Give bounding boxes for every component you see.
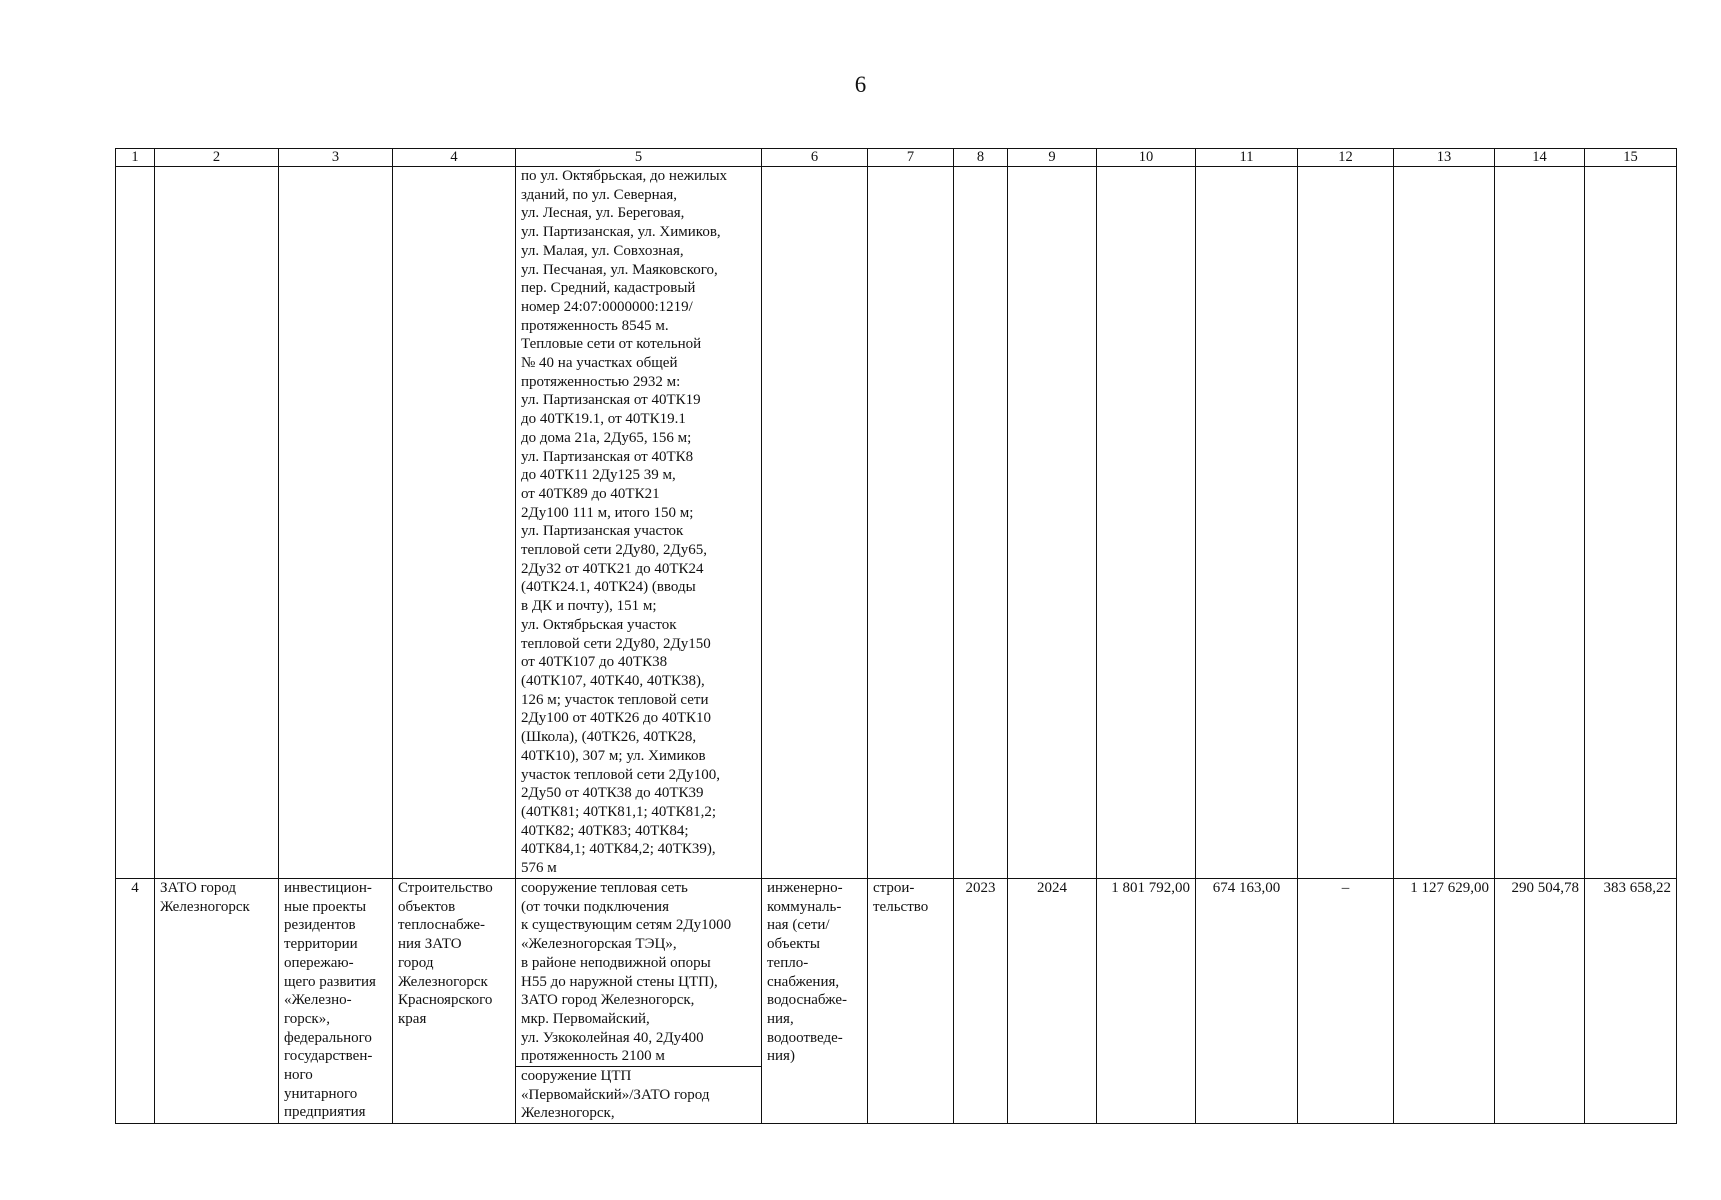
column-number-row (116, 149, 1677, 167)
column-number: 14 (1495, 149, 1585, 167)
project-name-cell: Строительство объектов теплоснабже- ния ЗАТО город Железногорск Красноярского края (393, 879, 516, 1124)
amount-cell: 383 658,22 (1585, 879, 1677, 1124)
column-number: 15 (1585, 149, 1677, 167)
infrastructure-type-cell: инженерно- коммуналь- ная (сети/ объекты тепло- снабжения, водоснабже- ния, водоотведе- ния) (762, 879, 868, 1124)
row-number-cell: 4 (116, 879, 155, 1124)
column-number: 13 (1394, 149, 1495, 167)
amount-cell: 1 127 629,00 (1394, 879, 1495, 1124)
column-number: 5 (516, 149, 762, 167)
amount-cell: 674 163,00 (1196, 879, 1298, 1124)
table-cell (1008, 167, 1097, 879)
table-cell (762, 167, 868, 879)
table-cell (393, 167, 516, 879)
column-number: 7 (868, 149, 954, 167)
object-description-a: сооружение тепловая сеть (от точки подключения к существующим сетям 2Ду1000 «Железногорская ТЭЦ», в районе неподвижной опоры Н55 до наружной стены ЦТП), ЗАТО город Железногорск, мкр. Первомайский, ул. Узкоколейная 40, 2Ду400 протяженность 2100 м (521, 880, 732, 1065)
table-cell (155, 167, 279, 879)
document-table (115, 148, 1677, 1124)
table-cell (1097, 167, 1196, 879)
table-cell (868, 167, 954, 879)
table-cell (1585, 167, 1677, 879)
table-cell (1394, 167, 1495, 879)
table-cell (1298, 167, 1394, 879)
table-row (116, 879, 1677, 1124)
column-number: 3 (279, 149, 393, 167)
column-number: 2 (155, 149, 279, 167)
municipality-cell: ЗАТО город Железногорск (155, 879, 279, 1124)
object-description-cell: по ул. Октябрьская, до нежилых зданий, по ул. Северная, ул. Лесная, ул. Береговая, ул. Партизанская, ул. Химиков, ул. Малая, ул. Совхозная, ул. Песчаная, ул. Маяковского, пер. Средний, кадастровый номер 24:07:0000000:1219/ протяженность 8545 м. Тепловые сети от котельной № 40 на участках общей протяженностью 2932 м: ул. Партизанская от 40ТК19 до 40ТК19.1, от 40ТК19.1 до дома 21а, 2Ду65, 156 м; ул. Партизанская от 40ТК8 до 40ТК11 2Ду125 39 м, от 40ТК89 до 40ТК21 2Ду100 111 м, итого 150 м; ул. Партизанская участок тепловой сети 2Ду80, 2Ду65, 2Ду32 от 40ТК21 до 40ТК24 (40ТК24.1, 40ТК24) (вводы в ДК и почту), 151 м; ул. Октябрьская участок тепловой сети 2Ду80, 2Ду150 от 40ТК107 до 40ТК38 (40ТК107, 40ТК40, 40ТК38), 126 м; участок тепловой сети 2Ду100 от 40ТК26 до 40ТК10 (Школа), (40ТК26, 40ТК28, 40ТК10), 307 м; ул. Химиков участок тепловой сети 2Ду100, 2Ду50 от 40ТК38 до 40ТК39 (40ТК81; 40ТК81,1; 40ТК81,2; 40ТК82; 40ТК83; 40ТК84; 40ТК84,1; 40ТК84,2; 40ТК39), 576 м (516, 167, 762, 879)
work-type-cell: строи- тельство (868, 879, 954, 1124)
column-number: 4 (393, 149, 516, 167)
total-cost-cell: 1 801 792,00 (1097, 879, 1196, 1124)
table-cell (1196, 167, 1298, 879)
object-description-cell (516, 879, 762, 1124)
continuation-row (116, 167, 1677, 879)
column-number: 1 (116, 149, 155, 167)
column-number: 6 (762, 149, 868, 167)
page-number: 6 (854, 72, 867, 97)
table-cell (1495, 167, 1585, 879)
column-number: 8 (954, 149, 1008, 167)
end-year-cell: 2024 (1008, 879, 1097, 1124)
project-type-cell: инвестицион- ные проекты резидентов территории опережаю- щего развития «Железно- горск», федерального государствен- ного унитарного предприятия (279, 879, 393, 1124)
column-number: 12 (1298, 149, 1394, 167)
column-number: 9 (1008, 149, 1097, 167)
column-number: 11 (1196, 149, 1298, 167)
table-cell (116, 167, 155, 879)
object-description-b: сооружение ЦТП «Первомайский»/ЗАТО город Железногорск, (516, 1066, 761, 1123)
column-number: 10 (1097, 149, 1196, 167)
start-year-cell: 2023 (954, 879, 1008, 1124)
amount-cell: – (1298, 879, 1394, 1124)
amount-cell: 290 504,78 (1495, 879, 1585, 1124)
table-cell (279, 167, 393, 879)
table-cell (954, 167, 1008, 879)
